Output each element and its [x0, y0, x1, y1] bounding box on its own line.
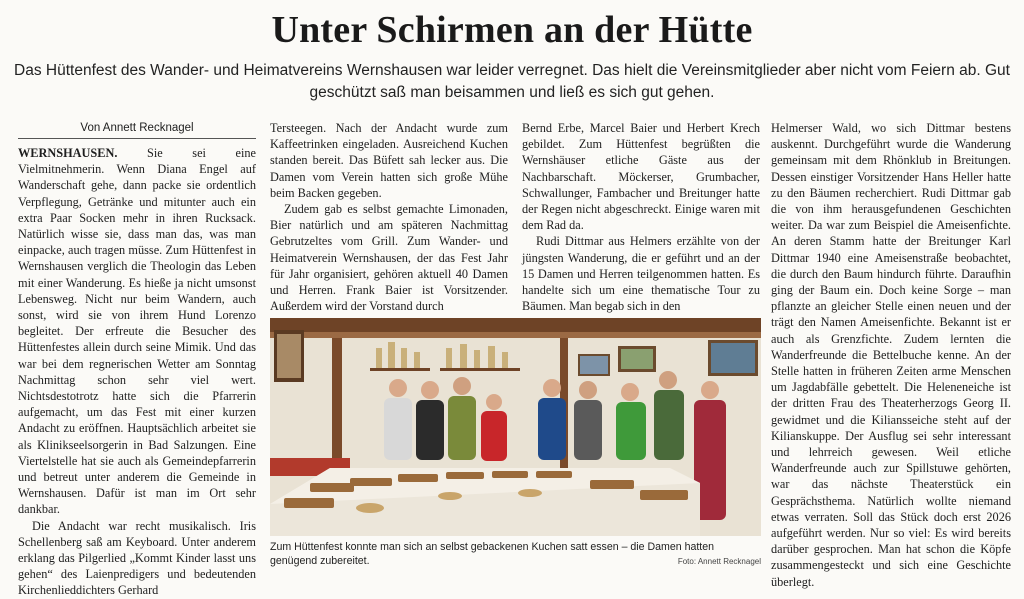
paragraph: Rudi Dittmar aus Helmers erzählte von der jüngsten Wanderung, die er geführt und an der 15 Damen und Herren teilgenommen hatten. Es handelte sich um eine thematische Tour zu Bäumen. Man begab sich in den	[522, 234, 760, 314]
article-column-4	[771, 120, 1011, 589]
article-photo	[270, 318, 761, 536]
paragraph: Bernd Erbe, Marcel Baier und Herbert Krech gebildet. Zum Hüttenfest begrüßten die Wernshäuser etliche Gäste aus der Nachbarschaft. Möckerser, Grumbacher, Schwallunger, Fambacher und Breitunger hatte der Regen nicht abgeschreckt. Einige waren mit dem Rad da.	[522, 121, 760, 233]
paragraph	[18, 145, 256, 518]
headline: Unter Schirmen an der Hütte	[271, 9, 753, 51]
paragraph: Helmerser Wald, wo sich Dittmar bestens auskennt. Durchgeführt wurde die Wanderung gemeinsam mit dem Rhönklub in Breitungen. Dessen einstiger Vorsitzender Hans Heller hatte zu den Bäumen recherchiert. Rudi Dittmar gab die von ihm herausgefundenen Geschichten weiter. Da war zum Beispiel die Ameisenfichte. An deren Stamm hatte der Breitunger Karl Dittmar 1940 eine Ameisenstraße beobachtet, die durch den Baum hindurch führte. Daraufhin ging der Baum ein. Doch keine Sorge – man pflanzte an gleicher Stelle einen neuen und der trägt den Namen Ameisenfichte. Bekannt ist er auch als Grenzfichte. Zudem lernten die Wanderfreunde die Bettelbuche kenne. An der Stelle hatten in früheren Zeiten arme Menschen um Jagdabfälle gebettelt. Die Heleneneiche ist der dritten Frau des Theaterherzogs Georg II. gewidmet und die Kiliansseiche steht auf der Kilianskuppe. Der Ausflug sei sehr interessant und lehrreich gewesen. Weil etliche Wanderfreunde auch zur Spillstuwe gehörten, war das nächste Theaterstück ein Gesprächsthema. Natürlich wollte niemand etwas verraten. Soll das Stück doch erst 2026 aufgeführt werden. Nur so viel: Es wird bereits darüber gesprochen. Man hat schon die Köpfe zusammengesteckt und sich eine Geschichte überlegt.	[771, 121, 1011, 589]
photo-caption: Zum Hüttenfest konnte man sich an selbst gebackenen Kuchen satt essen – die Damen hatten genügend zubereitet.	[270, 541, 715, 567]
subheadline: Das Hüttenfest des Wander- und Heimatvereins Wernshausen war leider verregnet. Das hielt die Vereinsmitglieder aber nicht vom Feiern ab. Gut geschützt saß man beisammen und ließ es sich gut gehen.	[14, 62, 1010, 101]
paragraph: Die Andacht war recht musikalisch. Iris Schellenberg saß am Keyboard. Unter anderem erklang das Pilgerlied „Kommt Kinder lasst uns gehen“ des Laienpredigers und bedeutenden Kirchenlieddichters Gerhard	[18, 518, 256, 598]
dateline: WERNSHAUSEN.	[18, 146, 118, 160]
article-column-1	[18, 120, 256, 598]
paragraph: Tersteegen. Nach der Andacht wurde zum Kaffeetrinken eingeladen. Ausreichend Kuchen standen bereit. Das Büfett sah lecker aus. Die Damen vom Verein hatten sich große Mühe beim Backen gegeben.	[270, 121, 508, 200]
article-column-2	[270, 120, 508, 320]
paragraph: Zudem gab es selbst gemachte Limonaden, Bier natürlich und am späteren Nachmittag Gebrutzeltes vom Grill. Zum Wander- und Heimatverein Wernshausen, der das Fest Jahr für Jahr organisiert, gehören aktuell 40 Damen und Herren. Frank Baier ist Vorsitzender. Außerdem wird der Vorstand durch	[270, 202, 508, 314]
photo-credit: Foto: Annett Recknagel	[677, 557, 761, 566]
article-column-3	[522, 120, 760, 320]
paragraph-text: Sie sei eine Vielmitnehmerin. Wenn Diana Engel auf Wanderschaft gehe, dann packe sie ordentlich Verpflegung, Getränke und mitunter auch ein extra Paar Socken mehr in ihren Rucksack. Natürlich wisse sie, dass man das, was man einpacke, auch tragen müsse. Zum Hüttenfest in Wernshausen verglich die Theologin das Leben mit einer Wanderung. Es hieße ja nicht umsonst Lebensweg. Nicht nur beim Wandern, auch sonst, wird sie von ihrem Hund Lorenzo begleitet. Der erfreute die Besucher des Hüttenfestes allein durch seine Mimik. Und das war bei dem regnerischen Wetter am Sonntag Nachmittag schon sehr viel wert. Nichtsdestotrotz hatte sich die Pfarrerin aufgemacht, um das Fest mit einer kurzen Andacht zu eröffnen. Hauptsächlich arbeitet sie als Klinikseelsorgerin in Bad Salzungen. Eine Viertelstelle hat sie auch als Gemeindepfarrerin und betreut unter anderem die Gemeinde in Wernshausen. Dafür ist man im Ort sehr dankbar.	[18, 146, 256, 517]
photo-illustration	[270, 318, 761, 536]
byline: Von Annett Recknagel	[18, 120, 256, 139]
